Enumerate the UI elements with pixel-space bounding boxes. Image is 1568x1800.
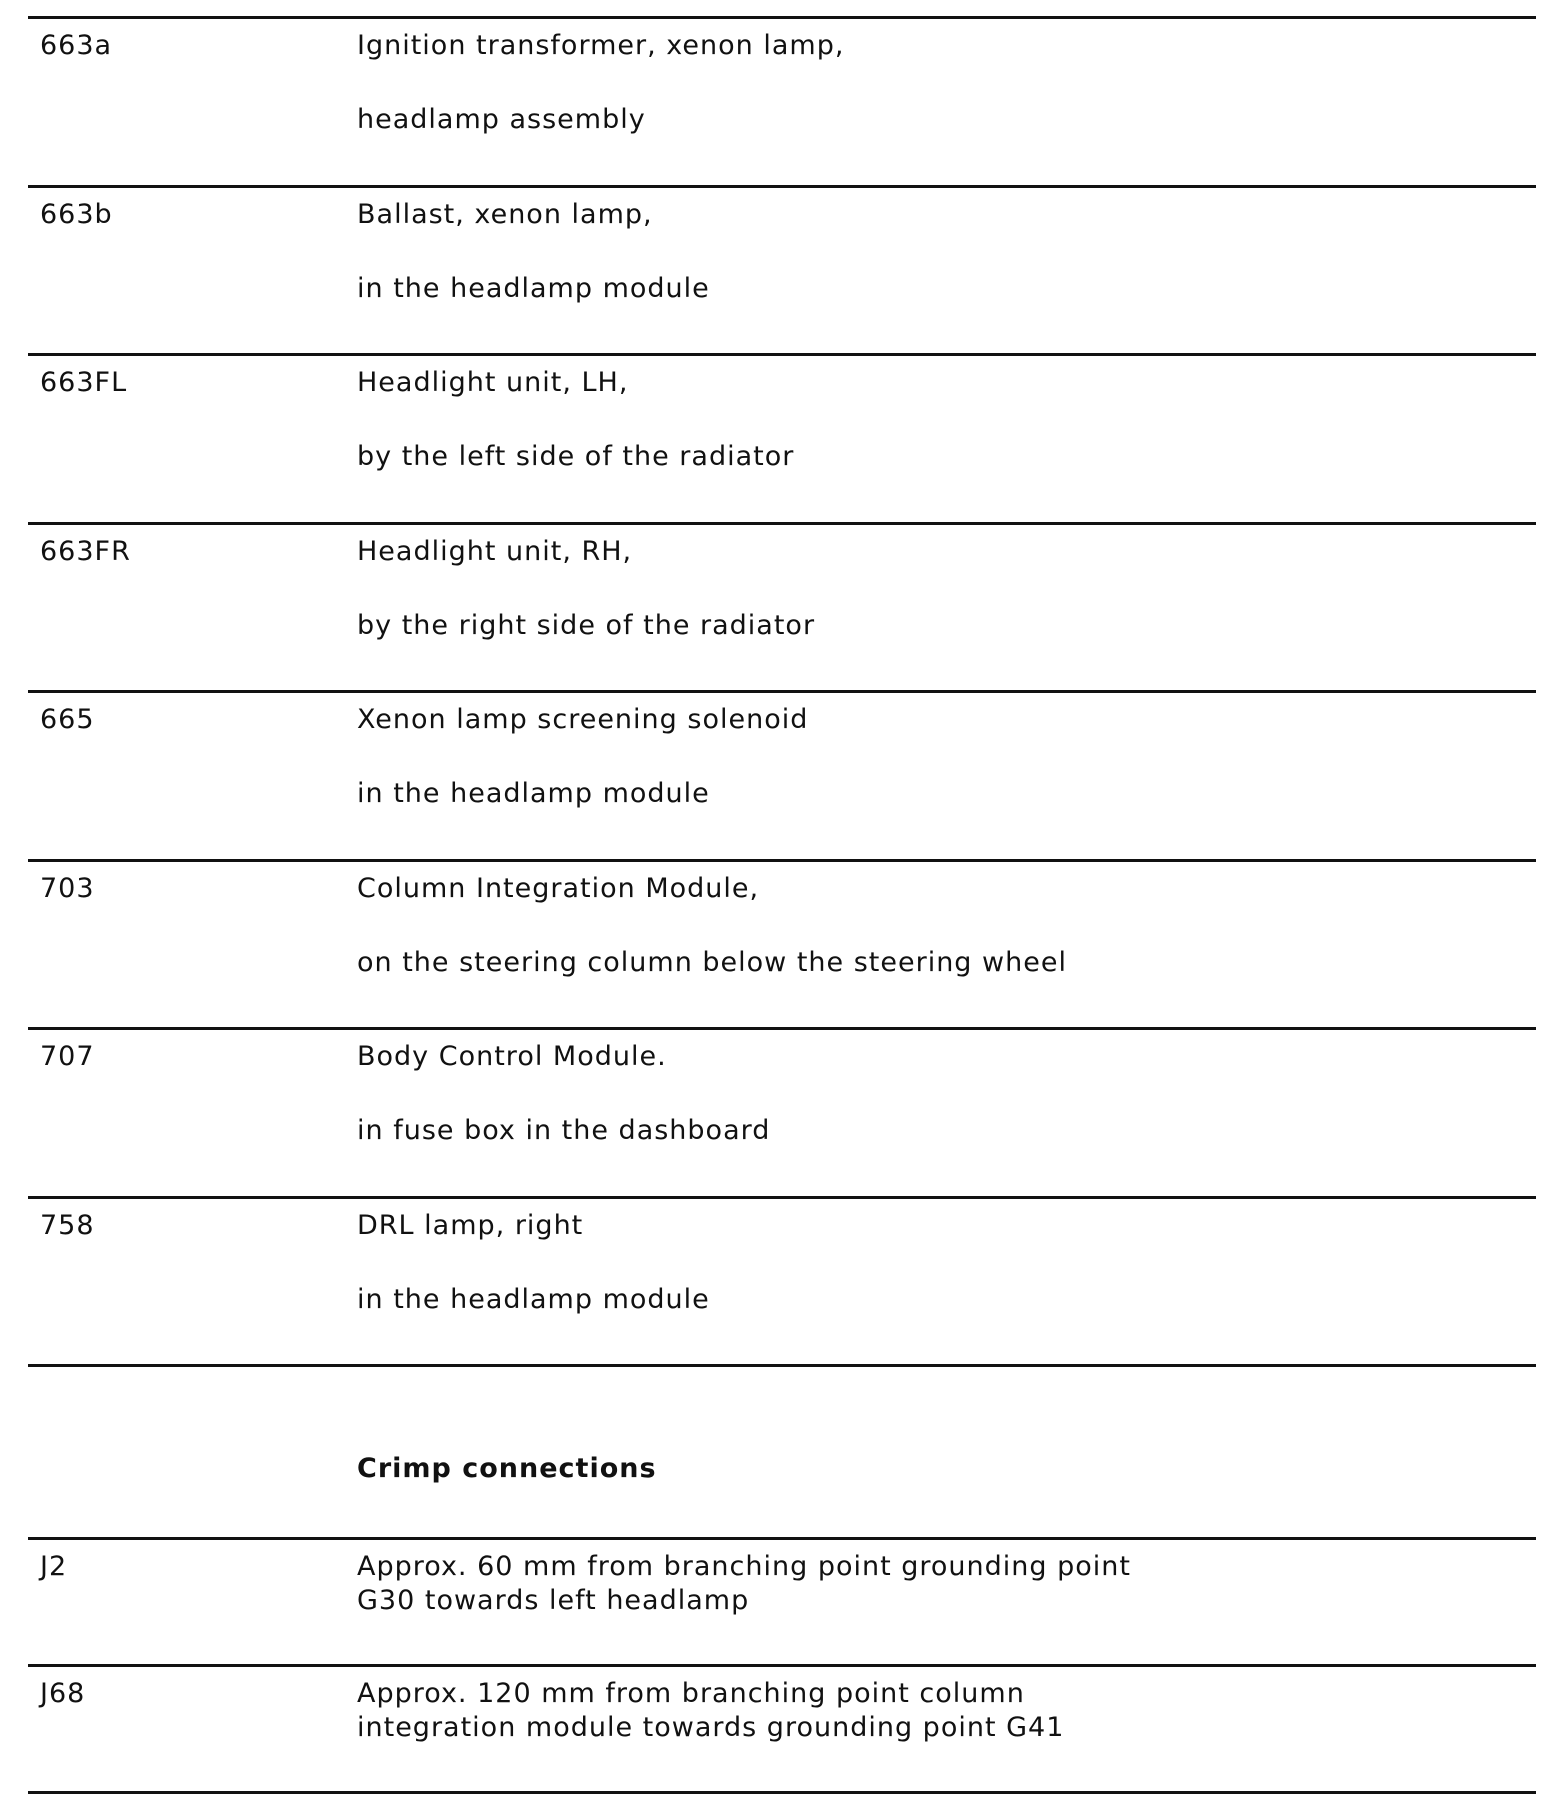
crimp-section-header xyxy=(28,1364,1536,1537)
component-code: 758 xyxy=(40,1209,95,1241)
component-code: 663b xyxy=(40,198,113,230)
component-description xyxy=(357,29,844,137)
description-line-1: Ignition transformer, xenon lamp, xyxy=(357,30,845,61)
component-description xyxy=(357,1040,770,1148)
table-row xyxy=(28,16,1536,185)
component-table xyxy=(28,16,1536,1794)
table-row xyxy=(28,1196,1536,1365)
crimp-code: J68 xyxy=(40,1678,86,1709)
component-code: 663FL xyxy=(40,367,128,398)
component-description xyxy=(357,703,808,811)
table-bottom-rule xyxy=(28,1791,1536,1794)
component-code: 663a xyxy=(40,30,113,61)
component-code: 703 xyxy=(40,872,95,904)
table-row xyxy=(28,859,1536,1028)
component-description xyxy=(357,1209,710,1317)
description-line-2: integration module towards grounding point G41 xyxy=(357,1712,1065,1743)
component-code: 707 xyxy=(40,1041,95,1072)
description-line-2: in fuse box in the dashboard xyxy=(357,1115,771,1146)
description-line-2: headlamp assembly xyxy=(357,104,646,135)
description-line-2: in the headlamp module xyxy=(357,272,710,304)
description-line-1: Approx. 60 mm from branching point grounding point xyxy=(357,1551,1131,1582)
crimp-description xyxy=(357,1677,1064,1745)
description-line-1: Headlight unit, LH, xyxy=(357,367,629,398)
table-row xyxy=(28,690,1536,859)
description-line-2: by the right side of the radiator xyxy=(357,609,816,641)
description-line-1: DRL lamp, right xyxy=(357,1209,584,1241)
section-heading: Crimp connections xyxy=(357,1453,657,1484)
description-line-2: on the steering column below the steering wheel xyxy=(357,946,1067,978)
description-line-1: Xenon lamp screening solenoid xyxy=(357,704,809,735)
component-description xyxy=(357,366,794,474)
description-line-1: Column Integration Module, xyxy=(357,872,760,904)
description-line-1: Headlight unit, RH, xyxy=(357,535,633,567)
description-line-2: by the left side of the radiator xyxy=(357,441,795,472)
table-row xyxy=(28,1664,1536,1791)
table-row xyxy=(28,185,1536,354)
component-code: 665 xyxy=(40,704,95,735)
component-code: 663FR xyxy=(40,535,131,567)
description-line-2: in the headlamp module xyxy=(357,778,710,809)
table-row xyxy=(28,353,1536,522)
description-line-2: G30 towards left headlamp xyxy=(357,1585,750,1616)
crimp-description xyxy=(357,1550,1131,1618)
table-row xyxy=(28,1537,1536,1664)
description-line-1: Ballast, xenon lamp, xyxy=(357,198,653,230)
component-description xyxy=(357,198,710,306)
table-row xyxy=(28,1027,1536,1196)
crimp-code: J2 xyxy=(40,1551,68,1582)
description-line-1: Body Control Module. xyxy=(357,1041,667,1072)
component-description xyxy=(357,535,815,643)
description-line-1: Approx. 120 mm from branching point column xyxy=(357,1678,1025,1709)
component-description xyxy=(357,872,1067,980)
description-line-2: in the headlamp module xyxy=(357,1283,710,1315)
table-row xyxy=(28,522,1536,691)
